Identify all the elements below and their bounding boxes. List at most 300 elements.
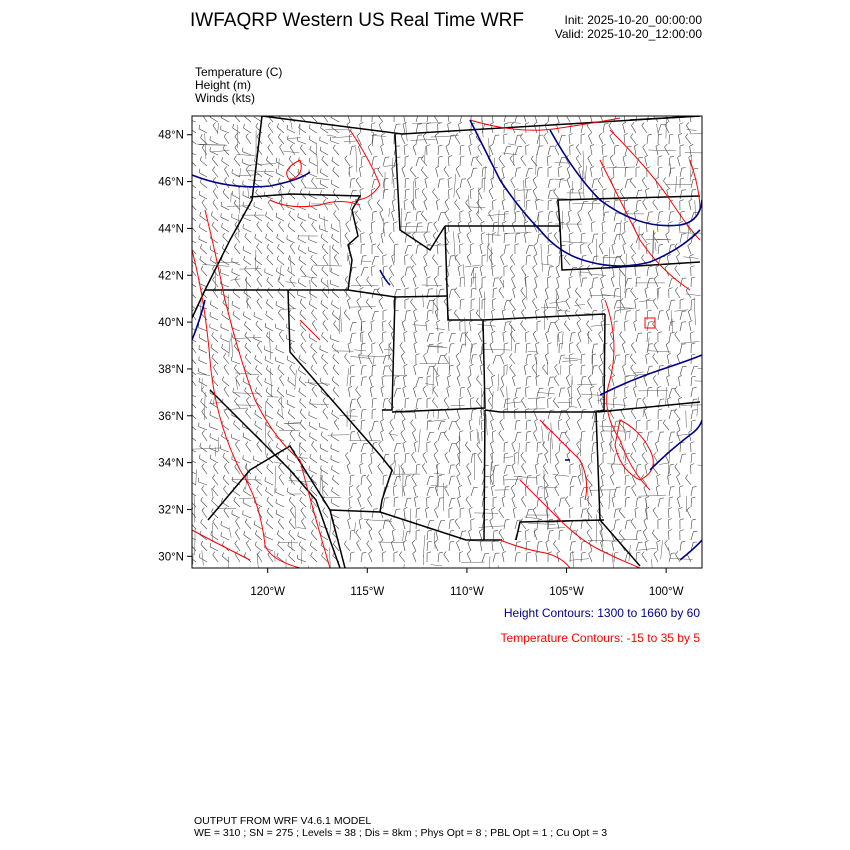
wind-barb [402,169,405,177]
wind-barb-flag [454,310,456,313]
wind-barb-flag [189,432,191,436]
wind-barb-flag [410,167,412,170]
wind-barb [279,478,284,486]
wind-barb-flag [278,178,280,182]
wind-barb-flag [626,431,630,432]
wind-barb [680,443,681,452]
wind-barb-flag [635,298,639,300]
lon-tick-label: 105°W [549,586,584,598]
county-line [482,349,510,350]
wind-barb [647,113,649,122]
wind-barb [548,531,550,540]
wind-barb-flag [572,542,576,543]
wind-barb-flag [538,519,542,520]
wind-barb-flag [448,221,452,223]
wind-barb [614,212,616,221]
wind-barb [636,399,637,408]
wind-barb [221,273,229,276]
wind-barb [490,443,493,452]
wind-barb-flag [516,233,520,234]
wind-barb [488,368,494,375]
wind-barb [526,256,527,265]
wind-barb [445,213,449,221]
wind-barb-flag [502,309,506,311]
wind-barb-flag [680,299,684,300]
wind-barb-flag [645,155,648,157]
wind-barb-flag [499,529,502,532]
wind-barb-flag [371,320,375,322]
wind-barb-flag [300,112,302,116]
wind-barb-flag [631,342,634,345]
wind-barb-flag [413,144,416,146]
wind-barb-flag [301,518,304,521]
wind-barb [427,531,428,540]
wind-barb-flag [467,177,470,180]
wind-barb [545,455,548,463]
wind-barb [366,302,372,309]
wind-barb-flag [610,342,613,345]
wind-barb [471,278,472,287]
wind-barb-flag [406,189,410,190]
wind-barb-flag [212,332,214,336]
lat-tick-label: 30°N [158,551,184,564]
wind-barb [210,449,218,453]
wind-barb [614,223,617,232]
county-line [686,411,687,428]
wind-barb [189,160,196,166]
wind-barb-flag [202,463,205,466]
wind-barb-flag [612,496,615,498]
wind-barb [358,499,361,507]
wind-barb-flag [287,455,288,459]
wind-barb [436,531,438,540]
wind-barb-flag [668,508,672,510]
wind-barb-flag [404,144,408,146]
wind-barb-flag [413,276,416,278]
wind-barb [515,388,517,397]
wind-barb-flag [210,147,211,151]
wind-barb-flag [602,309,606,311]
wind-barb-flag [310,454,311,458]
wind-barb [265,327,273,331]
wind-barb-flag [599,243,602,246]
wind-barb [222,161,229,166]
wind-barb [323,412,328,419]
wind-barb [254,206,262,210]
wind-barb [469,531,472,540]
wind-barb-flag [482,178,486,179]
wind-barb [221,338,229,342]
wind-barb-flag [347,122,350,124]
wind-barb [493,553,495,562]
wind-barb-flag [632,441,635,444]
wind-barb [601,278,603,287]
wind-barb-flag [693,410,697,411]
wind-barb-flag [378,112,380,115]
wind-barb [602,421,603,430]
wind-barb-flag [232,477,233,481]
wind-barb [467,466,472,474]
wind-barb-flag [417,211,421,212]
wind-barb [536,201,538,210]
wind-barb-flag [598,177,601,180]
wind-barb-flag [642,255,644,258]
wind-barb-flag [547,277,551,279]
county-line [314,265,343,266]
wind-barb [332,414,339,419]
wind-barb-flag [491,419,494,421]
wind-barb [623,245,625,254]
wind-barb [515,477,518,486]
wind-barb-flag [322,156,324,160]
wind-barb [290,147,295,155]
wind-barb [256,269,262,276]
wind-barb [446,147,449,156]
wind-barb [612,245,614,254]
wind-barb [245,391,252,397]
wind-barb [401,356,405,364]
wind-barb [614,509,616,518]
wind-barb [559,179,561,188]
wind-barb-flag [460,431,464,432]
wind-barb [599,466,603,474]
wind-barb-flag [256,365,258,369]
wind-barb [546,542,548,551]
wind-barb-flag [648,310,652,311]
wind-barbs-layer [188,111,699,562]
county-line [213,395,215,405]
wind-barb [504,245,506,254]
wind-barb-flag [244,552,246,556]
wind-barb-flag [268,177,270,180]
wind-barb-flag [414,364,417,366]
wind-barb [405,190,406,199]
wind-barb-flag [669,222,673,223]
wind-barb [425,179,427,188]
wind-barb-flag [493,200,497,201]
wind-barb-flag [362,453,366,454]
wind-barb [201,544,207,551]
wind-barb [669,465,670,474]
wind-barb-flag [502,551,506,553]
wind-barb [189,292,196,298]
county-line [544,470,545,500]
lat-tick-label: 32°N [158,504,184,517]
county-line [573,551,575,579]
wind-barb-flag [479,287,482,289]
wind-barb [368,488,372,496]
wind-barb-flag [333,167,335,171]
wind-barb [577,389,581,397]
wind-barb [371,322,372,331]
wind-barb-flag [276,169,277,173]
wind-barb [404,333,405,342]
wind-barb-flag [456,540,459,543]
wind-barb-flag [378,463,380,466]
wind-barb-flag [381,144,384,146]
wind-barb-flag [581,244,585,245]
wind-barb-flag [686,122,689,125]
wind-barb [631,456,637,463]
wind-barb-flag [647,299,651,300]
wind-barb [568,388,570,397]
wind-barb-flag [515,244,519,245]
county-line [498,565,499,576]
wind-barb [524,223,526,232]
wind-barb-flag [332,344,334,348]
wind-barb-flag [469,144,472,146]
wind-barb-flag [492,299,496,301]
wind-barb-flag [544,309,547,312]
wind-barb [526,432,527,441]
wind-barb [300,225,306,232]
wind-barb [244,116,251,122]
wind-barb [471,157,473,166]
wind-barb [577,400,581,408]
wind-barb [460,344,462,353]
wind-barb [348,520,350,529]
county-line [434,474,445,475]
wind-barb-flag [466,496,469,499]
wind-barb-flag [689,199,692,201]
wind-barb [434,279,438,287]
wind-barb [669,212,670,221]
wind-barb-flag [559,530,563,531]
wind-barb-flag [490,441,493,443]
wind-barb-flag [446,144,449,146]
wind-barb-flag [461,145,465,146]
wind-barb [625,179,627,188]
variable-winds: Winds (kts) [195,91,255,105]
wind-barb-flag [381,430,384,432]
wind-barb-flag [277,234,278,238]
wind-barb-flag [255,234,256,238]
wind-barb [444,170,449,177]
wind-barb-flag [309,466,310,470]
wind-barb [642,456,647,464]
wind-barb-flag [610,133,613,136]
wind-barb-flag [333,541,335,544]
wind-barb [309,162,317,166]
county-line [666,387,667,404]
wind-barb-flag [394,244,398,245]
wind-barb [348,256,350,265]
wind-barb [630,181,636,188]
wind-barb [383,333,384,342]
county-line [406,122,408,141]
county-line [324,216,325,231]
wind-barb-flag [290,144,293,147]
wind-barb [466,500,471,508]
wind-barb [243,437,251,441]
wind-barb [312,356,317,364]
wind-barb [625,476,626,485]
wind-barb [212,159,218,166]
wind-barb-flag [504,266,508,267]
wind-barb [481,421,482,430]
county-line [350,440,380,441]
wind-barb-flag [366,519,368,522]
wind-barb-flag [470,430,474,432]
wind-barb-flag [310,146,311,150]
wind-barb-flag [537,475,541,476]
wind-barb-flag [311,486,313,490]
wind-barb [232,173,240,177]
wind-barb [600,356,603,365]
wind-barb [289,556,295,562]
wind-barb [350,444,353,453]
wind-barb [652,533,658,540]
wind-barb-flag [221,521,222,525]
wind-barb-flag [566,441,569,444]
wind-barb-flag [372,409,376,410]
wind-barb [278,368,284,375]
wind-barb [645,289,647,298]
wind-barb-flag [548,222,552,223]
wind-barb [356,533,361,540]
wind-barb [504,520,505,529]
wind-barb-flag [188,476,189,480]
wind-barb-flag [236,518,239,521]
wind-barb-flag [410,299,412,302]
wind-barb-flag [490,342,493,345]
wind-barb [515,553,517,562]
wind-barb-flag [279,474,281,477]
wind-barb-flag [437,320,441,322]
wind-barb [200,216,207,221]
wind-barb [445,202,449,210]
wind-barb-flag [357,485,360,488]
wind-barb-flag [623,122,626,124]
wind-barb-flag [412,232,415,235]
wind-barb-flag [668,519,672,521]
wind-barb-flag [609,122,611,125]
wind-barb [400,346,405,353]
wind-barb-flag [539,454,543,455]
wind-barb [427,366,430,375]
wind-barb-flag [426,507,430,509]
wind-barb-flag [350,475,354,476]
wind-barb [210,415,218,419]
wind-barb [361,444,364,453]
wind-barb [555,488,559,496]
wind-barb-flag [383,255,387,256]
wind-barb [592,201,593,210]
wind-barb-flag [245,233,247,237]
county-line [265,422,266,445]
wind-barb-flag [279,222,281,225]
wind-barb-flag [619,530,621,533]
wind-barb-flag [298,532,299,536]
wind-barb-flag [189,288,191,292]
wind-barb [514,454,515,463]
wind-barb [222,348,229,353]
wind-barb-flag [389,398,391,401]
county-line [347,253,348,262]
wind-barb [298,282,306,287]
wind-barb-flag [333,354,335,358]
wind-barb [201,269,207,276]
wind-barb [200,248,207,254]
wind-barb-flag [213,277,215,280]
wind-barb-flag [480,265,483,267]
wind-barb [632,257,636,265]
wind-barb-flag [633,221,636,224]
wind-barb-flag [471,519,475,520]
wind-barb-flag [370,232,373,234]
wind-barb [350,333,352,342]
wind-barb [301,521,306,529]
wind-barb-flag [590,386,594,388]
wind-barb-flag [245,387,247,391]
wind-barb-flag [322,552,324,556]
wind-barb [515,147,518,156]
wind-barb-flag [692,354,696,355]
wind-barb-flag [331,432,332,436]
wind-barb-flag [510,354,512,357]
county-line [279,158,280,169]
wind-barb [504,234,505,243]
wind-barb-flag [323,397,326,400]
wind-barb-flag [348,507,351,509]
wind-barb-flag [482,277,486,278]
wind-barb [602,300,604,309]
wind-barb-flag [423,386,426,389]
wind-barb-flag [309,158,310,162]
wind-barb-flag [390,430,393,433]
wind-barb [372,399,373,408]
wind-barb-flag [554,232,557,235]
wind-barb-flag [569,276,573,278]
wind-barb-flag [637,112,641,113]
wind-barb-flag [320,169,321,173]
wind-barb [588,136,592,144]
wind-barb-flag [199,345,200,349]
wind-barb [416,399,418,408]
wind-barb-flag [265,378,266,382]
wind-barb-flag [587,265,590,268]
wind-barb-flag [300,398,302,402]
wind-barb-flag [611,177,614,180]
wind-barb [301,335,306,343]
county-line [507,366,508,374]
wind-barb [526,377,527,386]
wind-barb [427,487,430,496]
county-line [267,397,278,398]
wind-barb-flag [671,245,675,246]
wind-barb-flag [472,277,476,278]
wind-barb [412,477,416,485]
wind-barb [257,247,263,254]
wind-barb-flag [372,123,376,124]
wind-barb-flag [224,463,227,466]
wind-barb-flag [411,255,413,258]
wind-barb-flag [666,342,669,344]
wind-barb-flag [653,321,655,324]
wind-barb-flag [538,167,542,168]
wind-barb-flag [266,365,268,369]
wind-barb-flag [390,419,393,422]
wind-barb-flag [267,277,269,281]
wind-barb-flag [491,177,494,179]
wind-barb [581,520,582,529]
wind-barb [500,422,504,430]
county-line [340,416,358,417]
wind-barb [257,225,262,232]
wind-barb [625,498,626,507]
wind-barb-flag [490,320,493,322]
wind-barb-flag [255,355,256,359]
